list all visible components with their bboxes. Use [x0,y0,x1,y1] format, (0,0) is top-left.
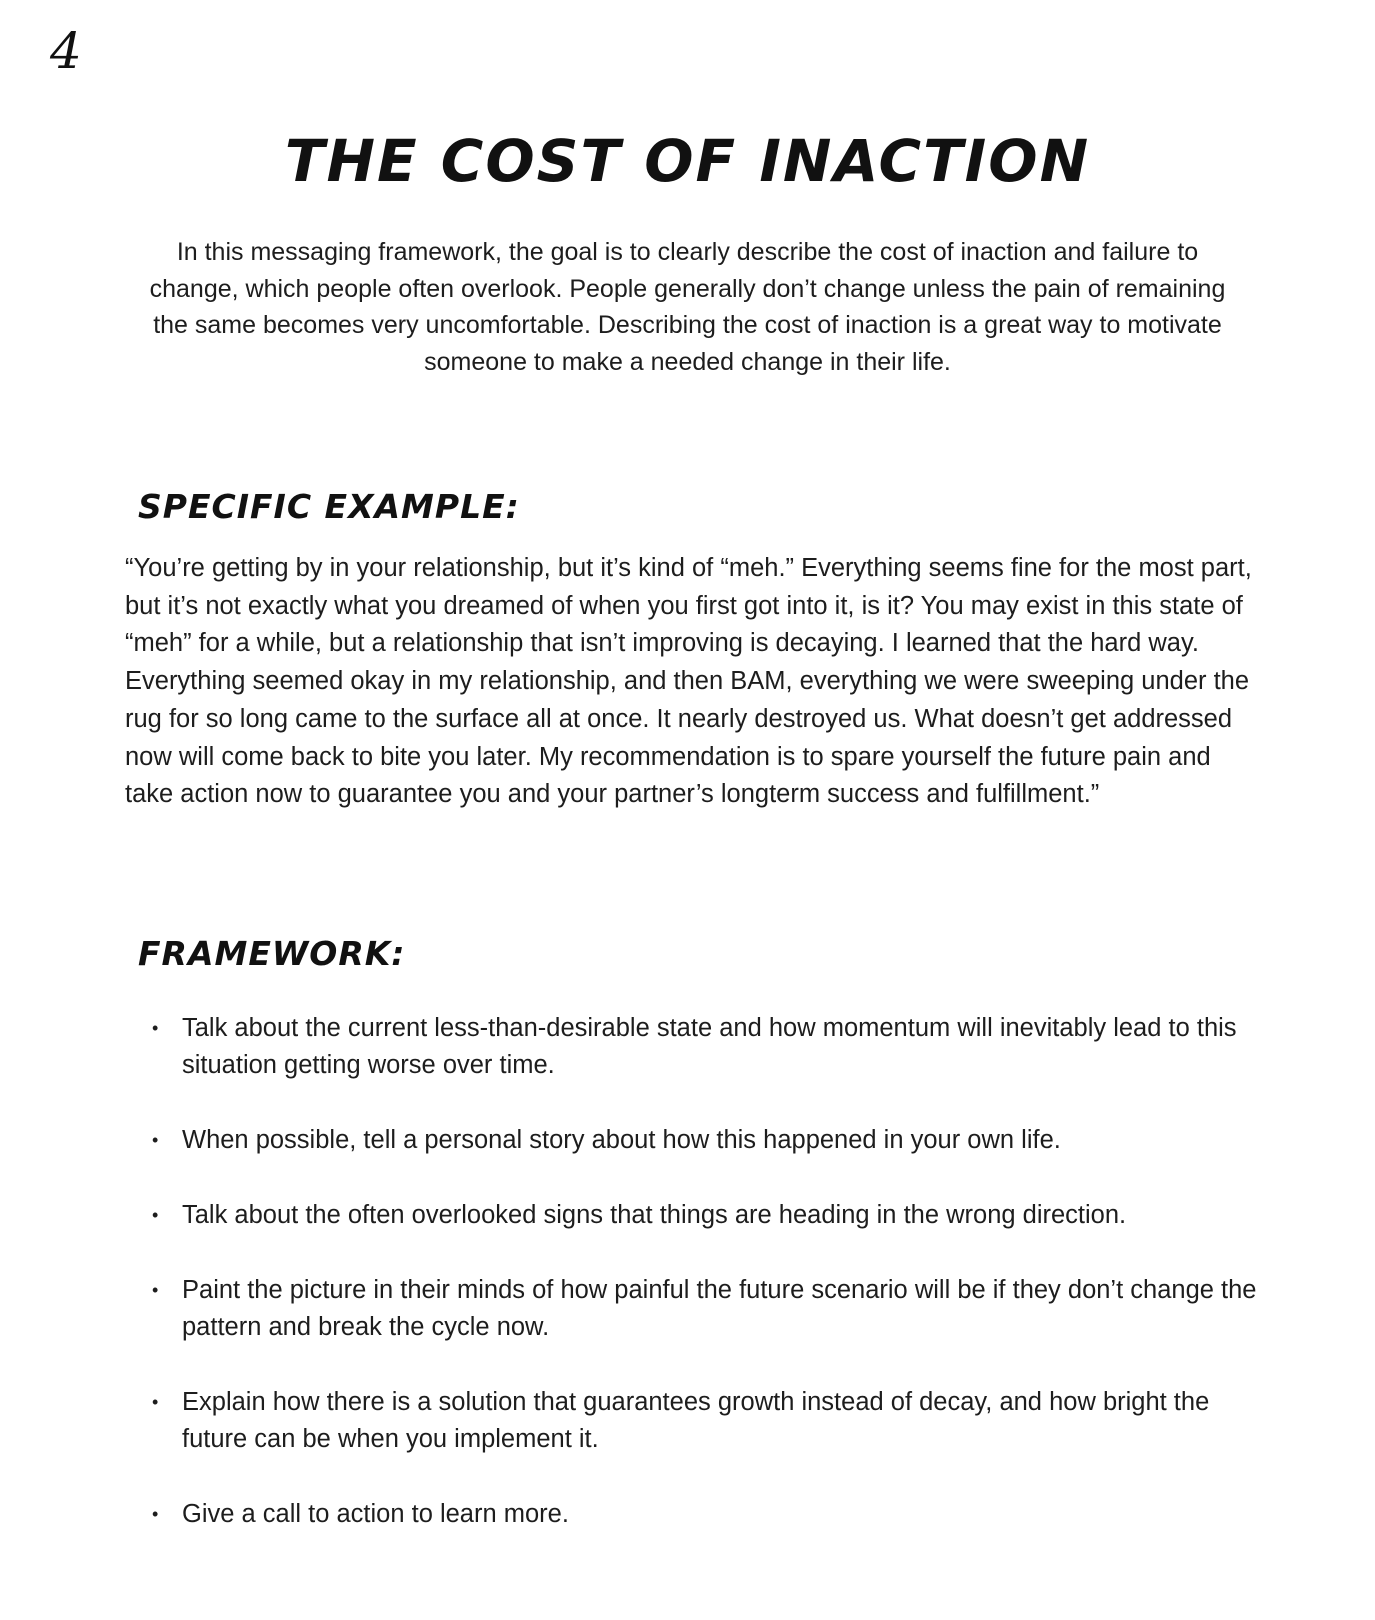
bullet-icon: • [152,1130,159,1150]
page-number: 4 [50,22,82,80]
list-item-text: Explain how there is a solution that guarantees growth instead of decay, and how bright the future can be when you implement it. [182,1388,1210,1453]
intro-paragraph: In this messaging framework, the goal is to clearly describe the cost of inaction and failure to change, which people often overlook. People generally don’t change unless the pain of remaining the same becomes very uncomfortable. Describing the cost of inaction is a great way to motivate someone to make a needed change in their life. [149,238,1226,376]
list-item-text: When possible, tell a personal story about how this happened in your own life. [182,1126,1061,1154]
framework-heading: FRAMEWORK: [138,934,406,973]
bullet-icon: • [152,1392,159,1412]
list-item-text: Talk about the current less-than-desirable state and how momentum will inevitably lead to this situation getting worse over time. [182,1014,1237,1079]
bullet-icon: • [152,1205,159,1225]
specific-example-heading: SPECIFIC EXAMPLE: [138,487,520,526]
specific-example-text: “You’re getting by in your relationship, but it’s kind of “meh.” Everything seems fine for the most part, but it’s not exactly what you dreamed of when you first got into it, is it? You may exist in this state of “meh” for a while, but a relationship that isn’t improving is decaying. I learned that the hard way. Everything seemed okay in my relationship, and then BAM, everything we were sweeping under the rug for so long came to the surface all at once. It nearly destroyed us. What doesn’t get addressed now will come back to bite you later. My recommendation is to spare yourself the future pain and take action now to guarantee you and your partner’s longterm success and fulfillment.” [125,554,1252,809]
list-item-text: Paint the picture in their minds of how painful the future scenario will be if they don’t change the pattern and break the cycle now. [182,1276,1257,1341]
bullet-icon: • [152,1280,159,1300]
list-item [150,1272,1260,1346]
page-title: THE COST OF INACTION [284,127,1091,195]
bullet-icon: • [152,1018,159,1038]
list-item [150,1197,1260,1234]
list-item [150,1010,1260,1084]
bullet-icon: • [152,1504,159,1524]
list-item [150,1496,1260,1533]
framework-list [150,1010,1260,1571]
list-item [150,1384,1260,1458]
list-item [150,1122,1260,1159]
list-item-text: Talk about the often overlooked signs that things are heading in the wrong direction. [182,1201,1127,1229]
list-item-text: Give a call to action to learn more. [182,1500,569,1528]
